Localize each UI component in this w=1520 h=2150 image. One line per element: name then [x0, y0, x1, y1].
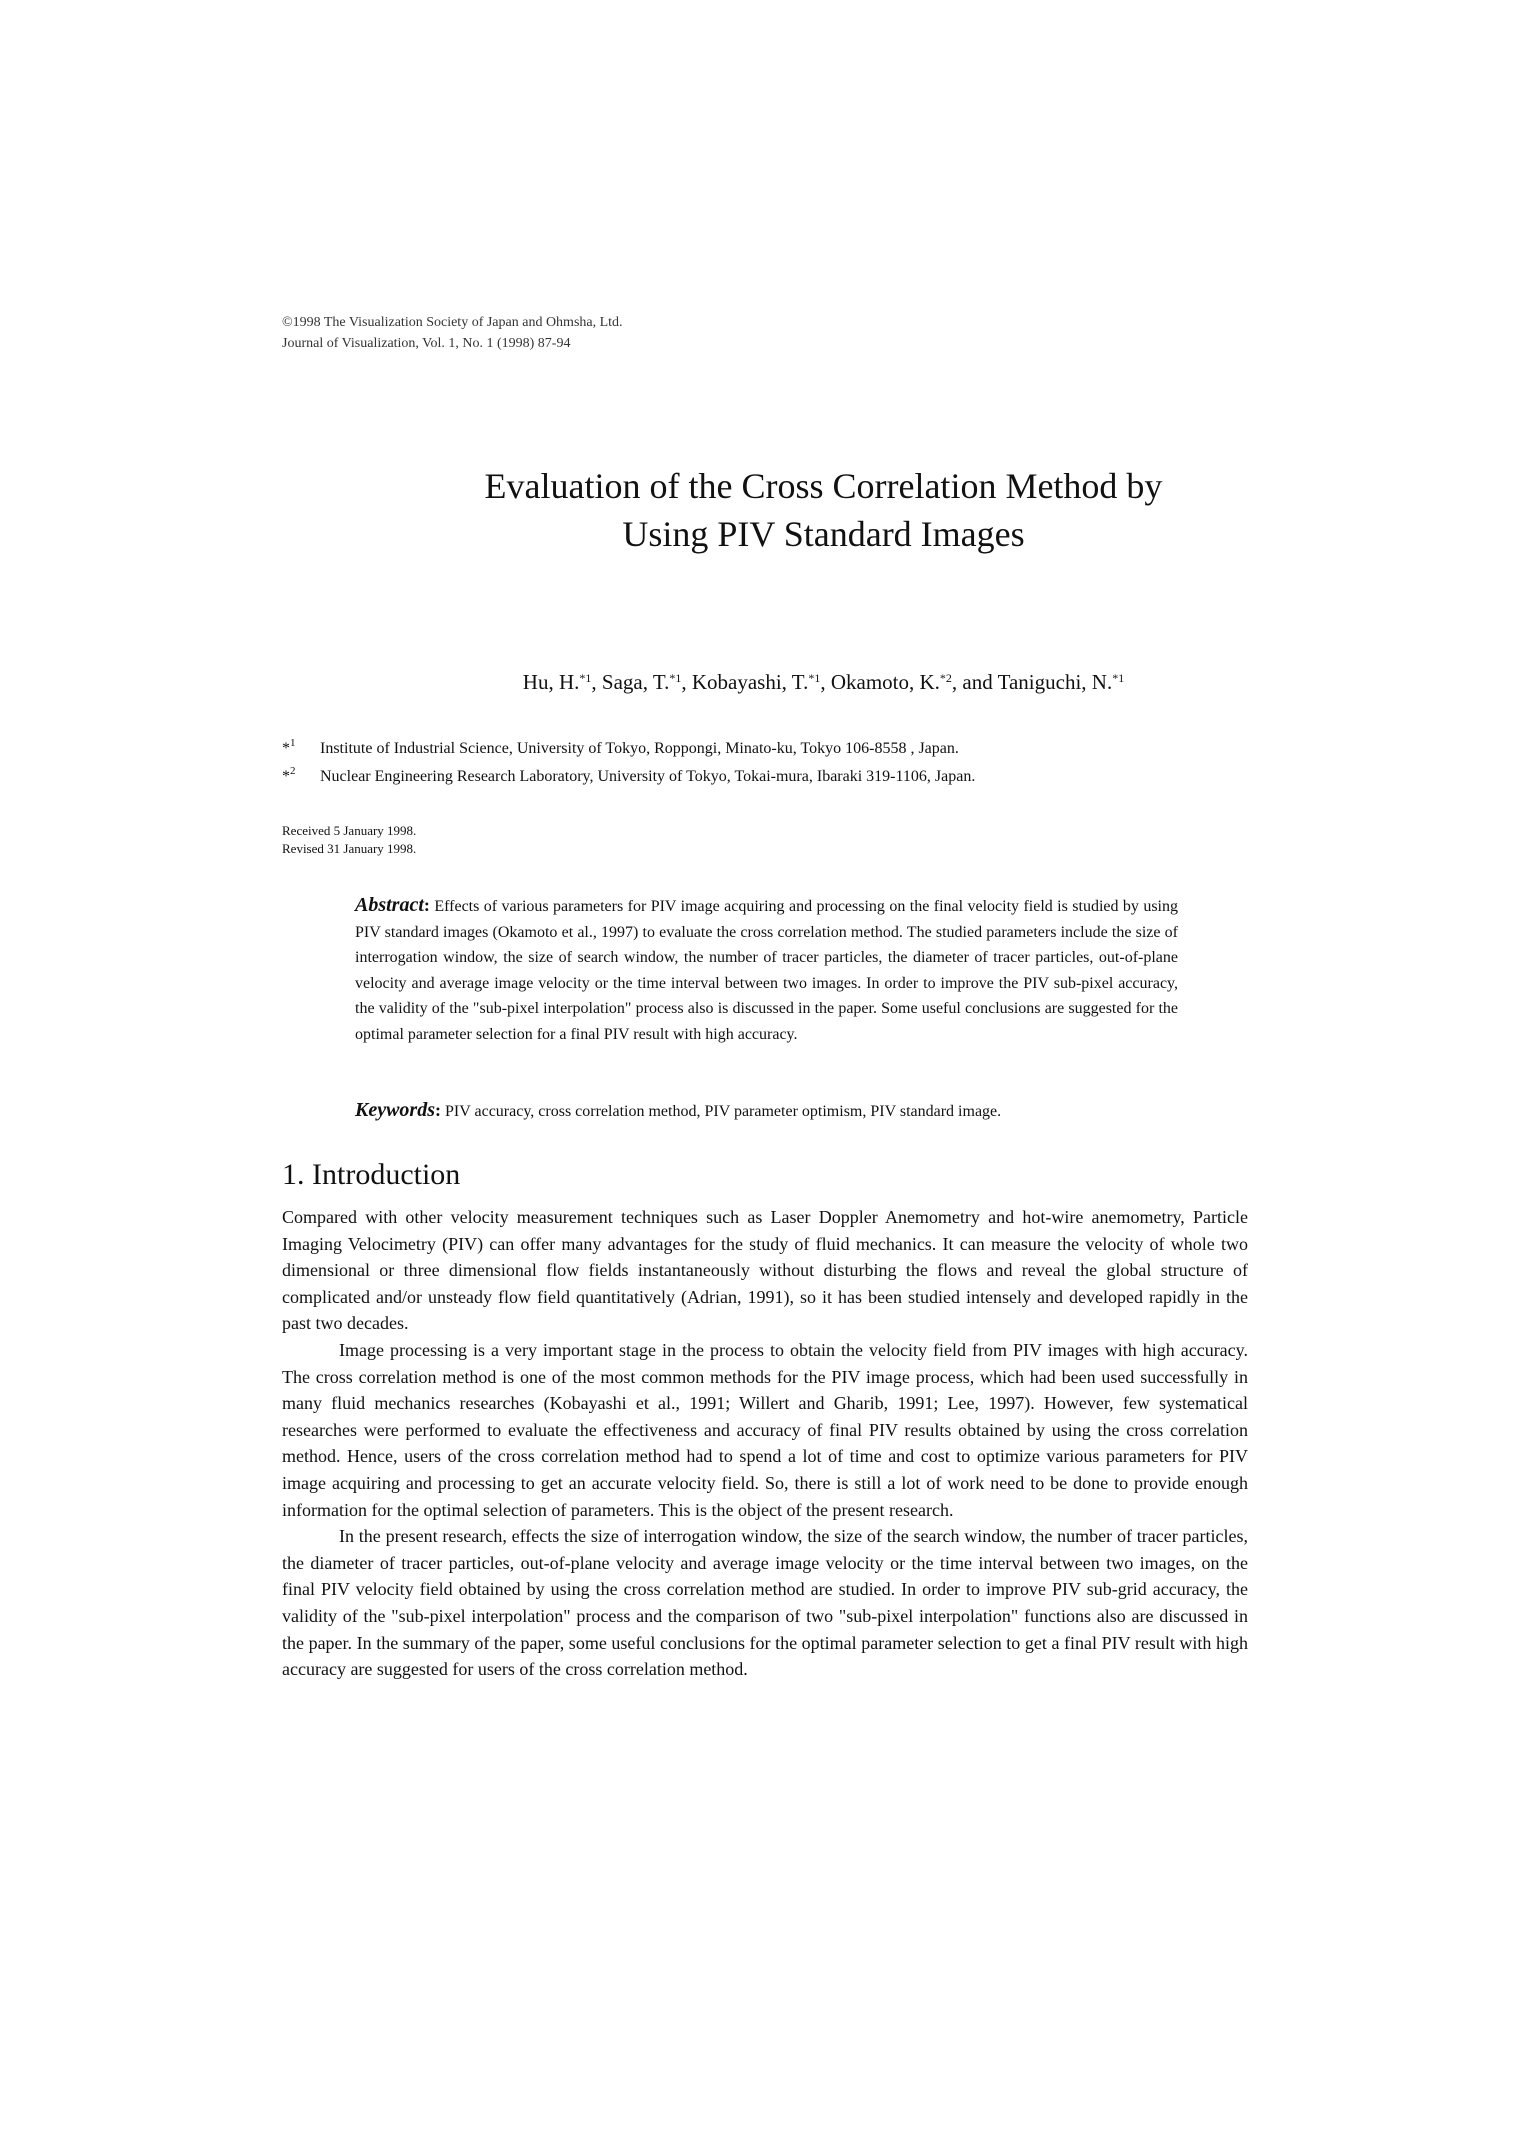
paragraph: Image processing is a very important stage in the process to obtain the velocity field from PIV images with high accuracy. The cross correlation method is one of the most common methods for the PIV image process, which had been used successfully in many fluid mechanics researches (Kobayashi et al., 1991; Willert and Gharib, 1991; Lee, 1997). However, few systematical researches were performed to evaluate the effectiveness and accuracy of final PIV results obtained by using the cross correlation method. Hence, users of the cross correlation method had to spend a lot of time and cost to optimize various parameters for PIV image acquiring and processing to get an accurate velocity field. So, there is still a lot of work need to be done to provide enough information for the optimal selection of parameters. This is the object of the present research.: [282, 1339, 1248, 1520]
author: Okamoto, K.: [830, 670, 940, 694]
author-list: [282, 668, 1365, 696]
keywords-colon: :: [435, 1100, 441, 1120]
revised-date: Revised 31 January 1998.: [282, 841, 417, 856]
author-mark: *2: [939, 671, 952, 685]
affiliation-number: 1: [290, 737, 296, 749]
affiliation-text: Nuclear Engineering Research Laboratory, University of Tokyo, Tokai-mura, Ibaraki 319-1106, Japan.: [320, 768, 976, 785]
affiliation-mark: [282, 736, 320, 762]
section-heading: 1. Introduction: [282, 1158, 461, 1191]
author-separator: ,: [820, 670, 831, 694]
author-separator: , and: [951, 670, 998, 694]
affiliation-star: *: [282, 768, 290, 785]
abstract-label: Abstract: [355, 894, 424, 916]
keywords-label: Keywords: [355, 1099, 435, 1121]
affiliation-text: Institute of Industrial Science, University of Tokyo, Roppongi, Minato-ku, Tokyo 106-8558 , Japan.: [320, 740, 959, 757]
paragraph: In the present research, effects the size of interrogation window, the size of the search window, the number of tracer particles, the diameter of tracer particles, out-of-plane velocity and average image velocity or the time interval between two images, on the final PIV velocity field obtained by using the cross correlation method are studied. In order to improve PIV sub-grid accuracy, the validity of the "sub-pixel interpolation" process and the comparison of two "sub-pixel interpolation" functions also are discussed in the paper. In the summary of the paper, some useful conclusions for the optimal parameter selection to get a final PIV result with high accuracy are suggested for users of the cross correlation method.: [282, 1526, 1248, 1680]
author-mark: *1: [579, 671, 592, 685]
journal-citation: Journal of Visualization, Vol. 1, No. 1 (1998) 87-94: [282, 336, 571, 351]
author: Taniguchi, N.: [997, 670, 1113, 694]
affiliation-star: *: [282, 740, 290, 757]
abstract-text: Effects of various parameters for PIV image acquiring and processing on the final velocity field is studied by using PIV standard images (Okamoto et al., 1997) to evaluate the cross correlation method. The studied parameters include the size of interrogation window, the size of search window, the number of tracer particles, the diameter of tracer particles, out-of-plane velocity and average image velocity or the time interval between two images. In order to improve the PIV sub-pixel accuracy, the validity of the "sub-pixel interpolation" process also is discussed in the paper. Some useful conclusions are suggested for the optimal parameter selection for a final PIV result with high accuracy.: [355, 898, 1179, 1043]
title-line-1: Evaluation of the Cross Correlation Method by: [484, 466, 1163, 506]
abstract: [355, 893, 1178, 1048]
affiliation: [282, 764, 975, 790]
paragraph: Compared with other velocity measurement techniques such as Laser Doppler Anemometry and hot-wire anemometry, Particle Imaging Velocimetry (PIV) can offer many advantages for the study of fluid mechanics. It can measure the velocity of whole two dimensional or three dimensional flow fields instantaneously without disturbing the flows and reveal the global structure of complicated and/or unsteady flow field quantitatively (Adrian, 1991), so it has been studied intensely and developed rapidly in the past two decades.: [282, 1207, 1248, 1334]
paper-title: [282, 462, 1365, 558]
keywords-text: PIV accuracy, cross correlation method, PIV parameter optimism, PIV standard image.: [445, 1103, 1002, 1120]
author: Hu, H.: [522, 670, 580, 694]
received-dates: [282, 822, 416, 858]
journal-header: [282, 312, 623, 354]
received-date: Received 5 January 1998.: [282, 823, 417, 838]
affiliation-number: 2: [290, 765, 296, 777]
affiliation-mark: [282, 764, 320, 790]
abstract-colon: :: [423, 895, 430, 915]
author: Kobayashi, T.: [691, 670, 809, 694]
author-mark: *1: [1112, 671, 1125, 685]
introduction-body: [282, 1204, 1248, 1683]
author-separator: ,: [681, 670, 692, 694]
affiliation: [282, 736, 959, 762]
author-mark: *1: [669, 671, 682, 685]
author-separator: ,: [591, 670, 602, 694]
title-line-2: Using PIV Standard Images: [622, 514, 1025, 554]
copyright-line: ©1998 The Visualization Society of Japan and Ohmsha, Ltd.: [282, 315, 623, 330]
keywords: [355, 1097, 1255, 1125]
author-mark: *1: [808, 671, 821, 685]
author: Saga, T.: [601, 670, 670, 694]
